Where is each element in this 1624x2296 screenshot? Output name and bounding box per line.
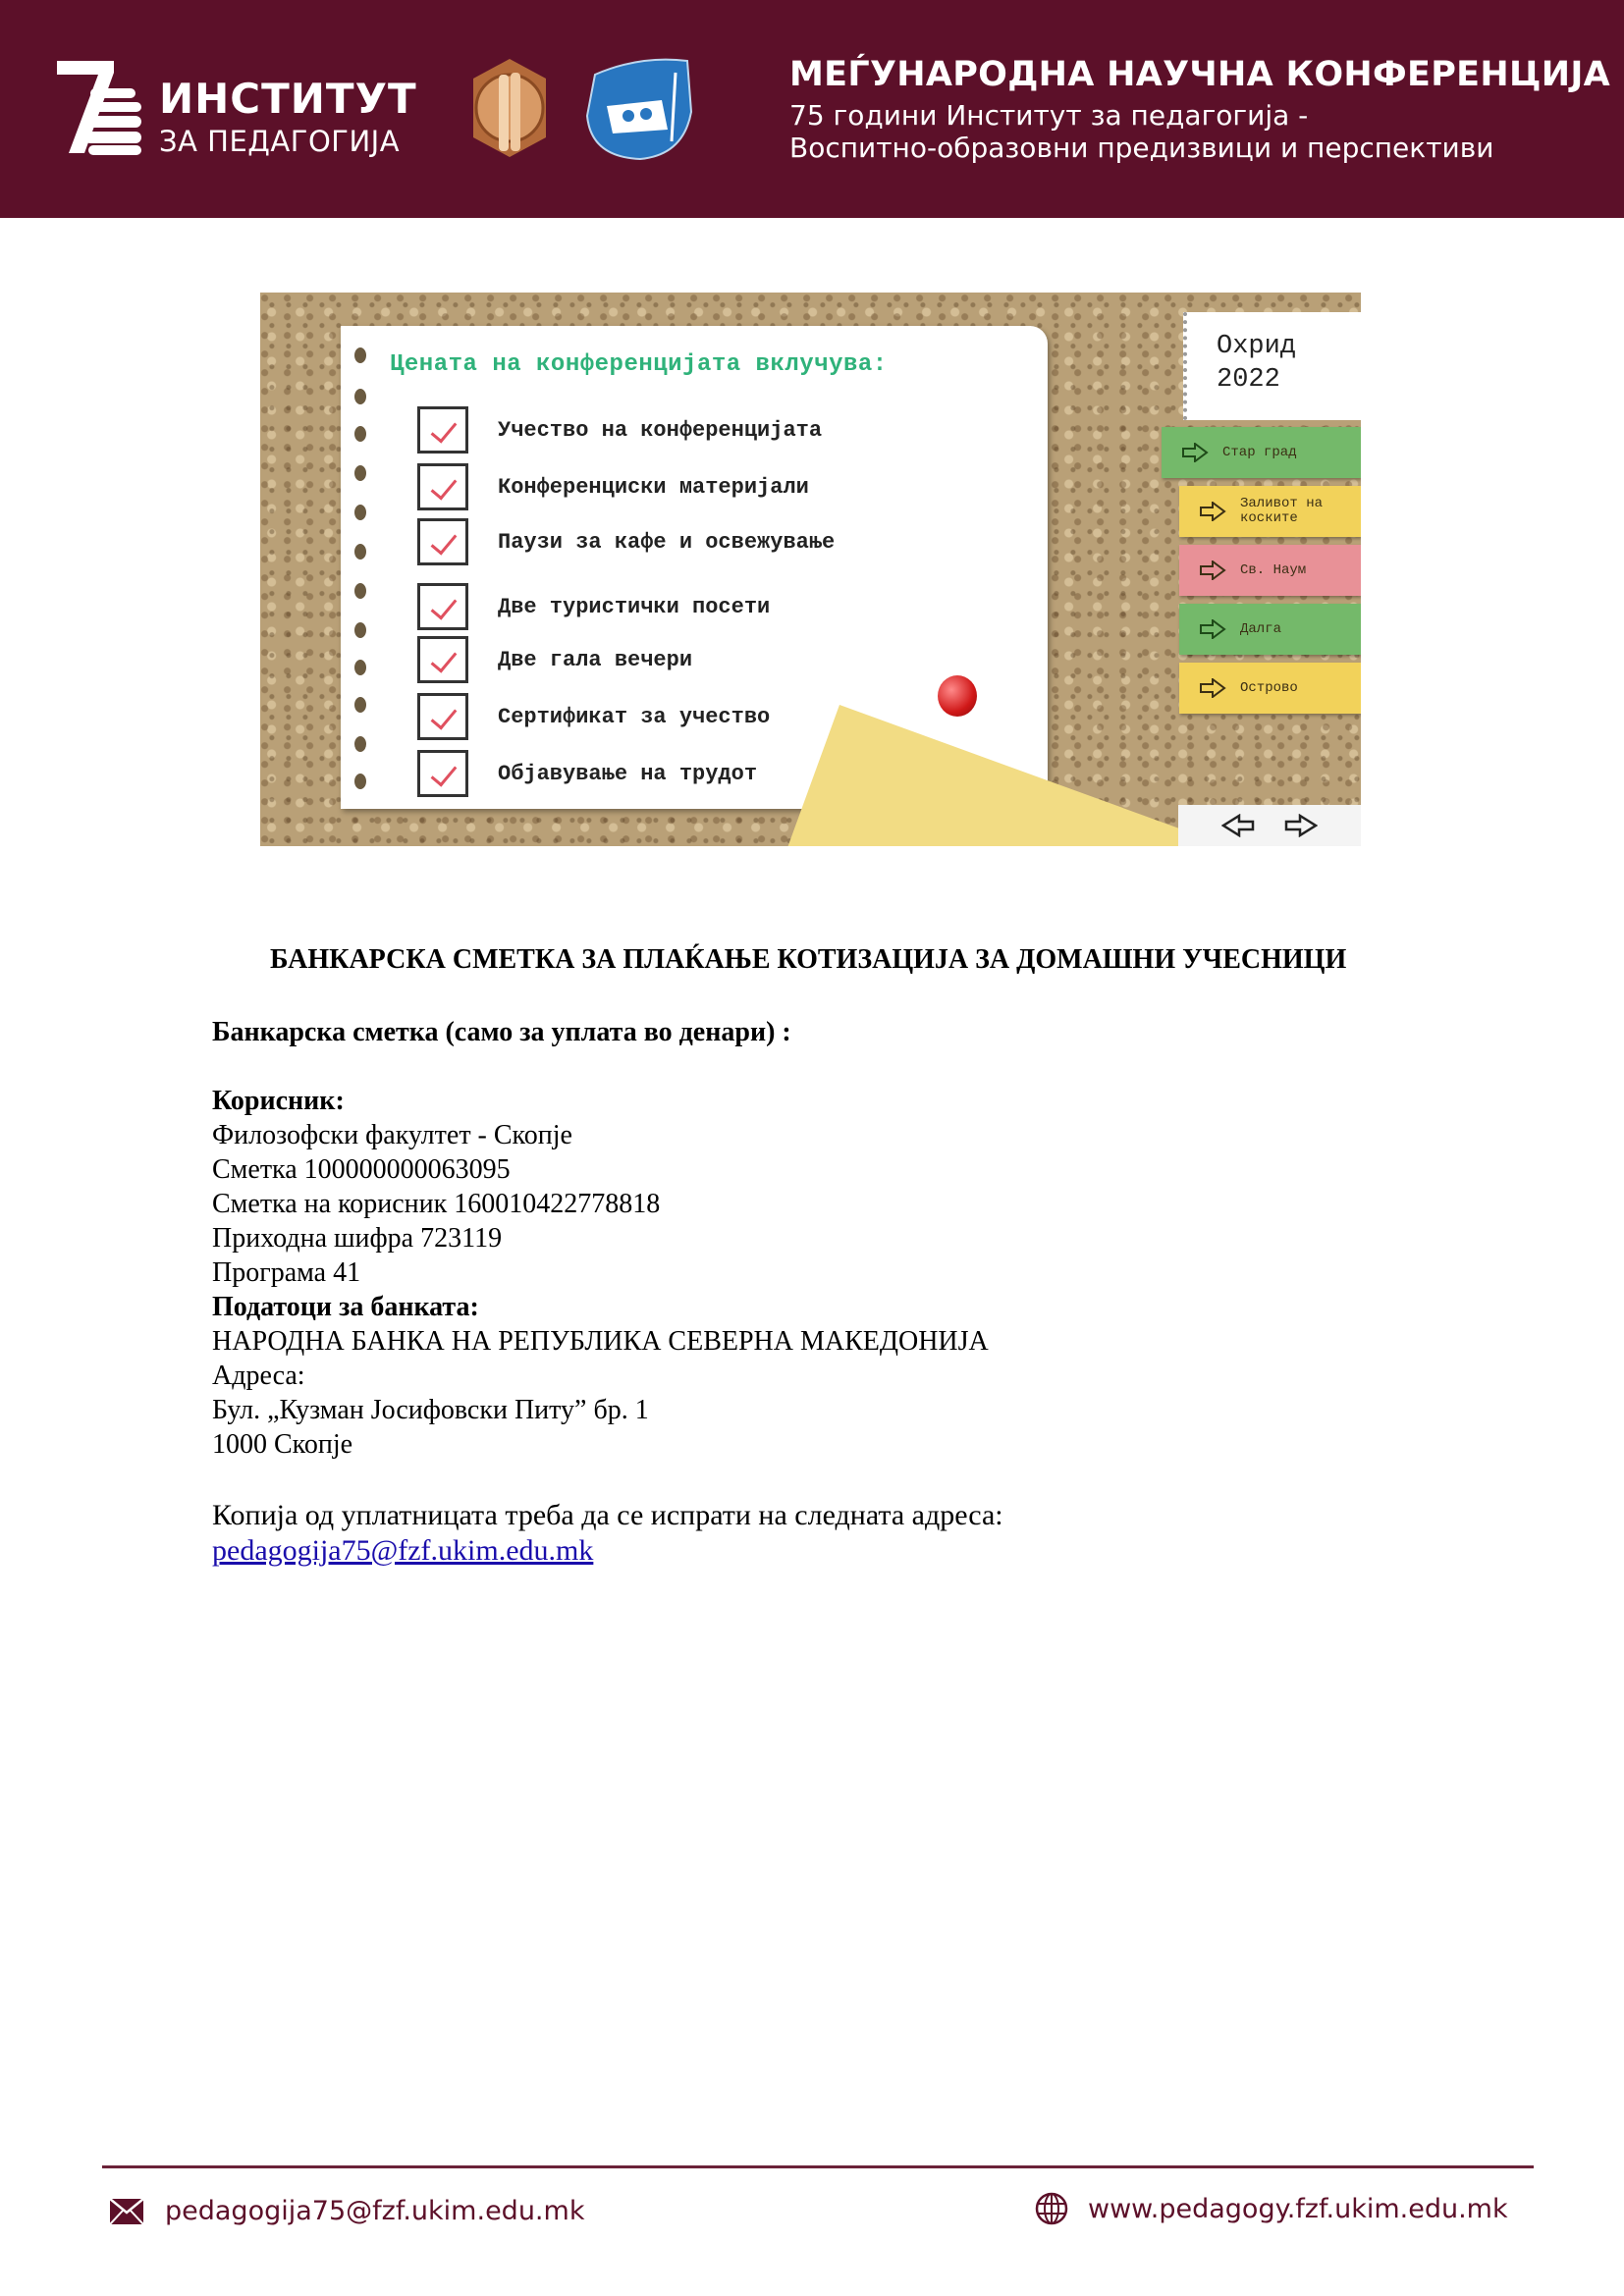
tab-label: Св. Наум [1240, 561, 1307, 578]
beneficiary-line: Сметка на корисник 160010422778818 [212, 1189, 661, 1219]
checklist-item-label: Конференциски материјали [498, 474, 809, 500]
location-note [1183, 312, 1361, 420]
slide-navigation [1178, 805, 1361, 846]
arrow-right-icon [1199, 678, 1226, 698]
university-seal-icon [467, 55, 552, 161]
institute-subtitle: ЗА ПЕДАГОГИЈА [159, 125, 401, 158]
paper-hole [354, 774, 366, 789]
checklist-item [417, 632, 692, 687]
bank-line: 1000 Скопје [212, 1429, 353, 1460]
paper-hole [354, 389, 366, 404]
paper-hole [354, 347, 366, 363]
arrow-right-icon [1199, 561, 1226, 580]
paper-hole [354, 736, 366, 752]
footer-website [1035, 2192, 1508, 2225]
header-banner [0, 0, 1624, 218]
beneficiary-line: Приходна шифра 723119 [212, 1223, 503, 1254]
paper-hole [354, 622, 366, 638]
arrow-left-icon[interactable] [1221, 814, 1255, 837]
checklist-item [417, 746, 757, 801]
checkmark-icon [417, 693, 468, 740]
checklist-item [417, 402, 822, 457]
tab-label: Стар град [1222, 444, 1297, 460]
checklist-item [417, 579, 770, 634]
tab-label: Далга [1240, 620, 1282, 637]
checkmark-icon [417, 463, 468, 510]
conference-title: МЕЃУНАРОДНА НАУЧНА КОНФЕРЕНЦИЈА [789, 55, 1611, 94]
push-pin-icon [938, 675, 977, 717]
faculty-logo [581, 53, 697, 163]
paper-hole [354, 697, 366, 713]
tab-ostrovo[interactable] [1179, 663, 1361, 714]
conference-subtitle-line2: Воспитно-образовни предизвици и перспективи [789, 132, 1494, 164]
footer-email-text[interactable]: pedagogija75@fzf.ukim.edu.mk [165, 2196, 585, 2226]
arrow-right-icon [1199, 619, 1226, 639]
arrow-right-icon [1199, 502, 1226, 521]
paper-hole [354, 505, 366, 520]
envelope-icon [110, 2199, 143, 2224]
checkmark-icon [417, 406, 468, 454]
footer-divider [102, 2165, 1534, 2168]
email-link[interactable]: pedagogija75@fzf.ukim.edu.mk [212, 1534, 594, 1567]
paper-hole [354, 544, 366, 560]
conference-subtitle-line1: 75 години Институт за педагогија - [789, 99, 1309, 132]
checklist-item-label: Две туристички посети [498, 594, 771, 619]
checklist-item [417, 514, 835, 569]
copy-note: Копија од уплатницата треба да се испрати на следната адреса: [212, 1499, 1003, 1531]
checklist-item [417, 689, 770, 744]
institute-75-logo [55, 59, 145, 157]
document-heading: БАНКАРСКА СМЕТКА ЗА ПЛАЌАЊЕ КОТИЗАЦИЈА ЗА ДОМАШНИ УЧЕСНИЦИ [270, 944, 1347, 975]
checkmark-icon [417, 583, 468, 630]
account-label: Банкарска сметка (само за уплата во денари) : [212, 1017, 791, 1047]
bank-line: Бул. „Кузман Јосифовски Питу” бр. 1 [212, 1395, 649, 1425]
tab-zalivot[interactable] [1179, 486, 1361, 537]
footer-email [110, 2196, 584, 2226]
checklist-item-label: Сертификат за учество [498, 704, 771, 729]
notepad-paper [341, 326, 1048, 809]
globe-icon [1035, 2192, 1068, 2225]
beneficiary-label: Корисник: [212, 1086, 345, 1116]
checklist-item-label: Две гала вечери [498, 647, 693, 672]
footer-website-text[interactable]: www.pedagogy.fzf.ukim.edu.mk [1088, 2193, 1508, 2224]
checkmark-icon [417, 518, 468, 565]
tab-label: Острово [1240, 679, 1298, 696]
tab-sv-naum[interactable] [1179, 545, 1361, 596]
location-label: Охрид 2022 [1217, 332, 1297, 395]
paper-hole [354, 660, 366, 675]
arrow-right-icon [1181, 443, 1209, 462]
conference-price-board-image [260, 293, 1361, 846]
price-includes-title: Цената на конференцијата вклучува: [390, 351, 888, 378]
beneficiary-line: Програма 41 [212, 1257, 361, 1288]
arrow-right-icon[interactable] [1284, 814, 1318, 837]
checkmark-icon [417, 636, 468, 683]
paper-hole [354, 465, 366, 481]
beneficiary-line: Сметка 100000000063095 [212, 1154, 511, 1185]
checklist-item-label: Учество на конференцијата [498, 417, 823, 443]
checklist-item [417, 459, 809, 514]
checklist-item-label: Објавување на трудот [498, 761, 758, 786]
tab-dalga[interactable] [1179, 604, 1361, 655]
paper-hole [354, 426, 366, 442]
bank-label: Податоци за банката: [212, 1292, 479, 1322]
institute-name: ИНСТИТУТ [159, 75, 417, 123]
bank-line: Адреса: [212, 1361, 305, 1391]
bank-line: НАРОДНА БАНКА НА РЕПУБЛИКА СЕВЕРНА МАКЕДОНИЈА [212, 1326, 989, 1357]
checklist-item-label: Паузи за кафе и освежување [498, 529, 836, 555]
paper-hole [354, 583, 366, 599]
beneficiary-line: Филозофски факултет - Скопје [212, 1120, 572, 1150]
tab-stari-grad[interactable] [1162, 427, 1361, 478]
tab-label: Заливот на коските [1240, 496, 1324, 526]
checkmark-icon [417, 750, 468, 797]
